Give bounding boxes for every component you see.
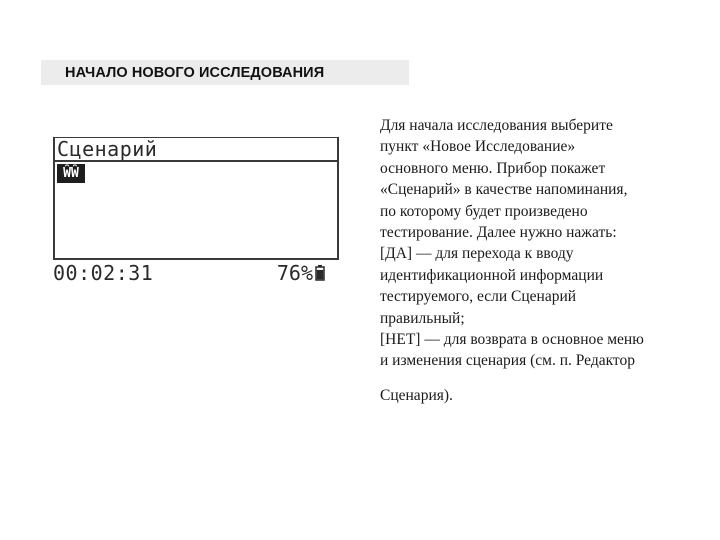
- instruction-line: правильный;: [380, 309, 465, 327]
- title-bar: [41, 60, 409, 85]
- instruction-line: по которому будет произведено: [380, 202, 588, 220]
- instruction-line: Для начала исследования выберите: [380, 117, 613, 134]
- battery-icon: [315, 265, 325, 281]
- instruction-line: тестирование. Далее нужно нажать:: [380, 224, 617, 242]
- cursor-label: ŴŴ: [63, 166, 79, 181]
- instruction-line: [ДА] — для перехода к вводу: [380, 245, 574, 263]
- instruction-line: основного меню. Прибор покажет: [380, 159, 606, 177]
- instruction-text: [380, 115, 700, 406]
- instruction-line: [НЕТ] — для возврата в основное меню: [380, 331, 644, 349]
- elapsed-timer: 00:02:31: [53, 261, 154, 285]
- scenario-label: Сценарий: [57, 137, 158, 161]
- device-status-bar: [53, 261, 337, 285]
- battery-percent: 76%: [276, 261, 313, 285]
- instruction-line: идентификационной информации: [380, 266, 604, 284]
- page-title: НАЧАЛО НОВОГО ИССЛЕДОВАНИЯ: [65, 64, 325, 81]
- device-screen-header: [55, 138, 337, 162]
- instruction-line: Сценария).: [380, 386, 453, 404]
- selection-cursor: [57, 164, 85, 183]
- instruction-line: пункт «Новое Исследование»: [380, 138, 576, 156]
- battery-status: [277, 261, 325, 285]
- instruction-line: и изменения сценария (см. п. Редактор: [380, 352, 636, 370]
- device-screen: [53, 137, 337, 285]
- instruction-line: тестируемого, если Сценарий: [380, 288, 577, 306]
- device-screen-frame: [53, 137, 339, 260]
- instruction-line: «Сценарий» в качестве напоминания,: [380, 181, 628, 199]
